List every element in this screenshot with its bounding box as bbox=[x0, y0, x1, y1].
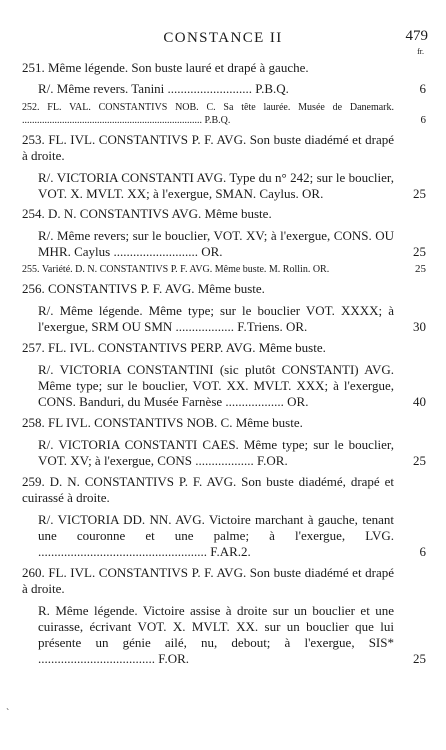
catalogue-entry bbox=[22, 437, 426, 469]
entry-text: R/. VICTORIA CONSTANTI CAES. Même type; sur le bouclier, VOT. XV; à l'exergue, CONS .................. F.OR. bbox=[38, 437, 394, 468]
entry-text: R/. VICTORIA CONSTANTINI (sic plutôt CONSTANTI) AVG. Même type; sur le bouclier, VOT. XX. MVLT. XXX; à l'exergue, CONS. Banduri, du Musée Farnèse .................. OR. bbox=[38, 362, 394, 409]
catalogue-entry bbox=[22, 565, 426, 597]
entry-text: 251. Même légende. Son buste lauré et drapé à gauche. bbox=[22, 60, 309, 75]
catalogue-entry bbox=[22, 603, 426, 667]
running-title: CONSTANCE II bbox=[163, 30, 283, 46]
entry-value: 30 bbox=[413, 319, 426, 334]
entry-text: 255. Variété. D. N. CONSTANTIVS P. F. AVG. Même buste. M. Rollin. OR. bbox=[22, 264, 330, 275]
value-unit-label: fr. bbox=[417, 47, 424, 56]
entry-value: 6 bbox=[419, 81, 426, 96]
entry-value: 25 bbox=[413, 244, 426, 259]
entry-value: 25 bbox=[413, 186, 426, 201]
catalogue-entry bbox=[22, 206, 426, 222]
entry-value: 40 bbox=[413, 394, 426, 409]
catalogue-entry bbox=[22, 263, 426, 276]
catalogue-entry bbox=[22, 415, 426, 431]
catalogue-entry bbox=[22, 132, 426, 164]
catalogue-entry bbox=[22, 81, 426, 97]
catalogue-entries bbox=[22, 60, 426, 667]
page-number: 479 bbox=[405, 28, 428, 44]
entry-text: R/. Même revers; sur le bouclier, VOT. XV; à l'exergue, CONS. OU MHR. Caylus .......................... OR. bbox=[38, 228, 394, 259]
catalogue-entry bbox=[22, 512, 426, 560]
entry-text: 254. D. N. CONSTANTIVS AVG. Même buste. bbox=[22, 206, 272, 221]
entry-value: 6 bbox=[420, 114, 426, 126]
catalogue-entry bbox=[22, 362, 426, 410]
catalogue-entry bbox=[22, 303, 426, 335]
catalogue-entry bbox=[22, 340, 426, 356]
entry-text: 256. CONSTANTIVS P. F. AVG. Même buste. bbox=[22, 281, 265, 296]
entry-text: R/. Même revers. Tanini .......................... P.B.Q. bbox=[38, 81, 289, 96]
entry-text: R/. VICTORIA CONSTANTI AVG. Type du n° 242; sur le bouclier, VOT. X. MVLT. XX; à l'exergue, SMAN. Caylus. OR. bbox=[38, 170, 394, 201]
catalogue-entry bbox=[22, 60, 426, 76]
catalogue-entry bbox=[22, 281, 426, 297]
catalogue-entry bbox=[22, 474, 426, 506]
entry-value: 25 bbox=[413, 453, 426, 468]
stray-mark: ` bbox=[6, 708, 10, 719]
entry-text: R/. Même légende. Même type; sur le bouclier VOT. XXXX; à l'exergue, SRM OU SMN .................. F.Triens. OR. bbox=[38, 303, 394, 334]
entry-text: 257. FL. IVL. CONSTANTIVS PERP. AVG. Même buste. bbox=[22, 340, 326, 355]
entry-text: 258. FL IVL. CONSTANTIVS NOB. C. Même buste. bbox=[22, 415, 303, 430]
entry-text: 259. D. N. CONSTANTIVS P. F. AVG. Son buste diadémé, drapé et cuirassé à droite. bbox=[22, 474, 394, 505]
catalogue-entry bbox=[22, 101, 426, 127]
entry-text: 252. FL. VAL. CONSTANTIVS NOB. C. Sa tête laurée. Musée de Danemark. ........................................................................ P.B.Q. bbox=[22, 102, 394, 126]
page-header bbox=[0, 0, 446, 62]
entry-text: R. Même légende. Victoire assise à droite sur un bouclier et une cuirasse, écrivant VOT. X. MVLT. XX. sur un bouclier que lui présente un génie ailé, nu, debout; à l'exergue, SIS* .................................... F.OR. bbox=[38, 603, 394, 666]
entry-value: 25 bbox=[413, 651, 426, 666]
entry-text: 260. FL. IVL. CONSTANTIVS P. F. AVG. Son buste diadémé et drapé à droite. bbox=[22, 565, 394, 596]
entry-value: 6 bbox=[419, 544, 426, 559]
catalogue-entry bbox=[22, 170, 426, 202]
entry-value: 25 bbox=[415, 263, 426, 275]
catalogue-entry bbox=[22, 228, 426, 260]
entry-text: 253. FL. IVL. CONSTANTIVS P. F. AVG. Son buste diadémé et drapé à droite. bbox=[22, 132, 394, 163]
entry-text: R/. VICTORIA DD. NN. AVG. Victoire marchant à gauche, tenant une couronne et une palme; à l'exergue, LVG. .................................................... F.AR.2. bbox=[38, 512, 394, 559]
